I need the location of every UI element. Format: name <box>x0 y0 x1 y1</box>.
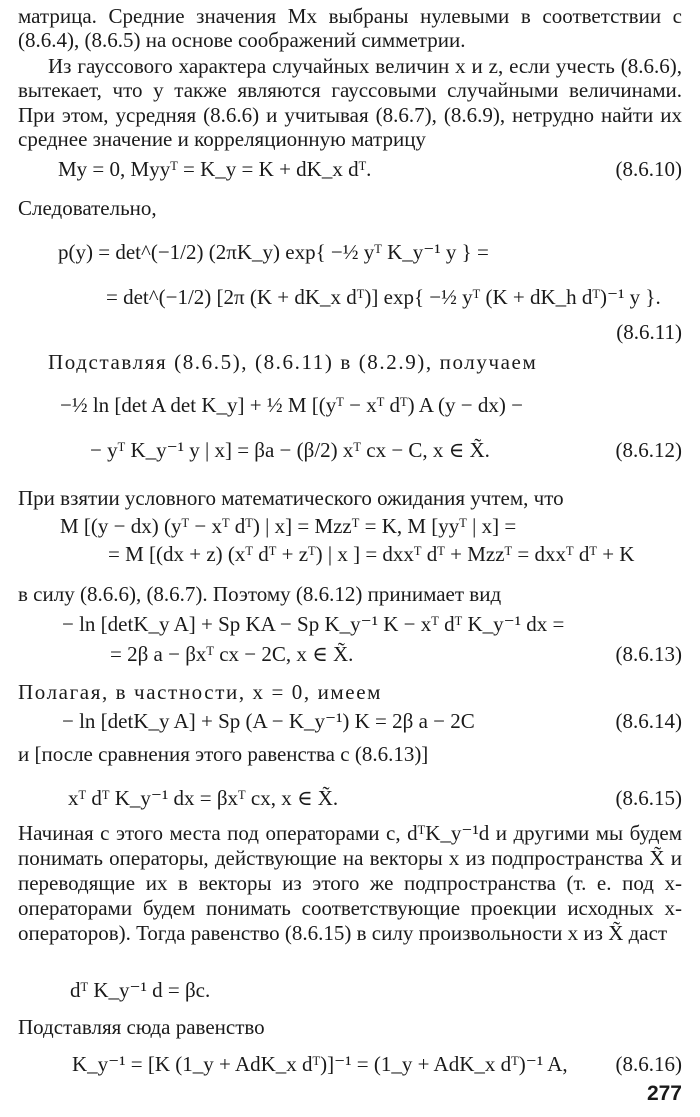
equation-8-6-16: K_y⁻¹ = [K (1_y + AdK_x dᵀ)]⁻¹ = (1_y + AdK_x dᵀ)⁻¹ A, <box>72 1052 568 1076</box>
paragraph-8: и [после сравнения этого равенства с (8.6.13)] <box>18 742 429 766</box>
page-number: 277 <box>646 1082 682 1105</box>
paragraph-4: Подставляя (8.6.5), (8.6.11) в (8.2.9), получаем <box>48 350 538 374</box>
equation-number-8-6-16: (8.6.16) <box>615 1052 682 1076</box>
paragraph-10: Подставляя сюда равенство <box>18 1015 265 1039</box>
equation-number-8-6-11: (8.6.11) <box>616 320 682 344</box>
paragraph-7: Полагая, в частности, x = 0, имеем <box>18 680 383 704</box>
equation-number-8-6-13: (8.6.13) <box>615 642 682 666</box>
equation-8-6-11-line1: p(y) = det^(−1/2) (2πK_y) exp{ −½ yᵀ K_y⁻¹ y } = <box>58 240 489 264</box>
equation-number-8-6-15: (8.6.15) <box>615 786 682 810</box>
equation-8-6-15: xᵀ dᵀ K_y⁻¹ dx = βxᵀ cx, x ∈ X̃. <box>68 786 339 810</box>
equation-8-6-13-line1: − ln [detK_y A] + Sp KA − Sp K_y⁻¹ K − xᵀ dᵀ K_y⁻¹ dx = <box>62 612 565 636</box>
equation-8-6-12-line1: −½ ln [det A det K_y] + ½ M [(yᵀ − xᵀ dᵀ) A (y − dx) − <box>60 393 523 417</box>
equation-number-8-6-14: (8.6.14) <box>615 709 682 733</box>
paragraph-2: Из гауссового характера случайных величин x и z, если учесть (8.6.6), вытекает, что y также являются гауссовыми случайными величинами. При этом, усредняя (8.6.6) и учитывая (8.6.7), (8.6.9), нетрудно найти их среднее значение и корреляционную матрицу <box>18 54 682 152</box>
equation-8-6-11-line2: = det^(−1/2) [2π (K + dK_x dᵀ)] exp{ −½ yᵀ (K + dK_h dᵀ)⁻¹ y }. <box>106 285 661 309</box>
equation-conditional-line1: M [(y − dx) (yᵀ − xᵀ dᵀ) | x] = Mzzᵀ = K, M [yyᵀ | x] = <box>60 514 517 538</box>
paragraph-9: Начиная с этого места под операторами c, dᵀK_y⁻¹d и другими мы будем понимать операторы, действующие на векторы x из подпространства X̃ и переводящие их в векторы из этого же подпространства (т. е. под x-операторами будем понимать соответствующие проекции исходных x-операторов). Тогда равенство (8.6.15) в силу произвольности x из X̃ даст <box>18 821 682 945</box>
equation-number-8-6-10: (8.6.10) <box>615 157 682 181</box>
equation-8-6-13-line2: = 2β a − βxᵀ cx − 2C, x ∈ X̃. <box>110 642 354 666</box>
paragraph-5: При взятии условного математического ожидания учтем, что <box>18 486 564 510</box>
paragraph-3: Следовательно, <box>18 196 157 220</box>
equation-conditional-line2: = M [(dx + z) (xᵀ dᵀ + zᵀ) | x ] = dxxᵀ dᵀ + Mzzᵀ = dxxᵀ dᵀ + K <box>108 542 635 566</box>
equation-beta-c: dᵀ K_y⁻¹ d = βc. <box>70 978 211 1002</box>
equation-number-8-6-12: (8.6.12) <box>615 438 682 462</box>
equation-8-6-12-line2: − yᵀ K_y⁻¹ y | x] = βa − (β/2) xᵀ cx − C, x ∈ X̃. <box>90 438 490 462</box>
equation-8-6-14: − ln [detK_y A] + Sp (A − K_y⁻¹) K = 2β a − 2C <box>62 709 475 733</box>
equation-8-6-10: My = 0, Myyᵀ = K_y = K + dK_x dᵀ. <box>58 157 372 181</box>
paragraph-6: в силу (8.6.6), (8.6.7). Поэтому (8.6.12) принимает вид <box>18 582 502 606</box>
paragraph-1: матрица. Средние значения Mx выбраны нулевыми в соответствии с (8.6.4), (8.6.5) на основе соображений симметрии. <box>18 4 682 53</box>
